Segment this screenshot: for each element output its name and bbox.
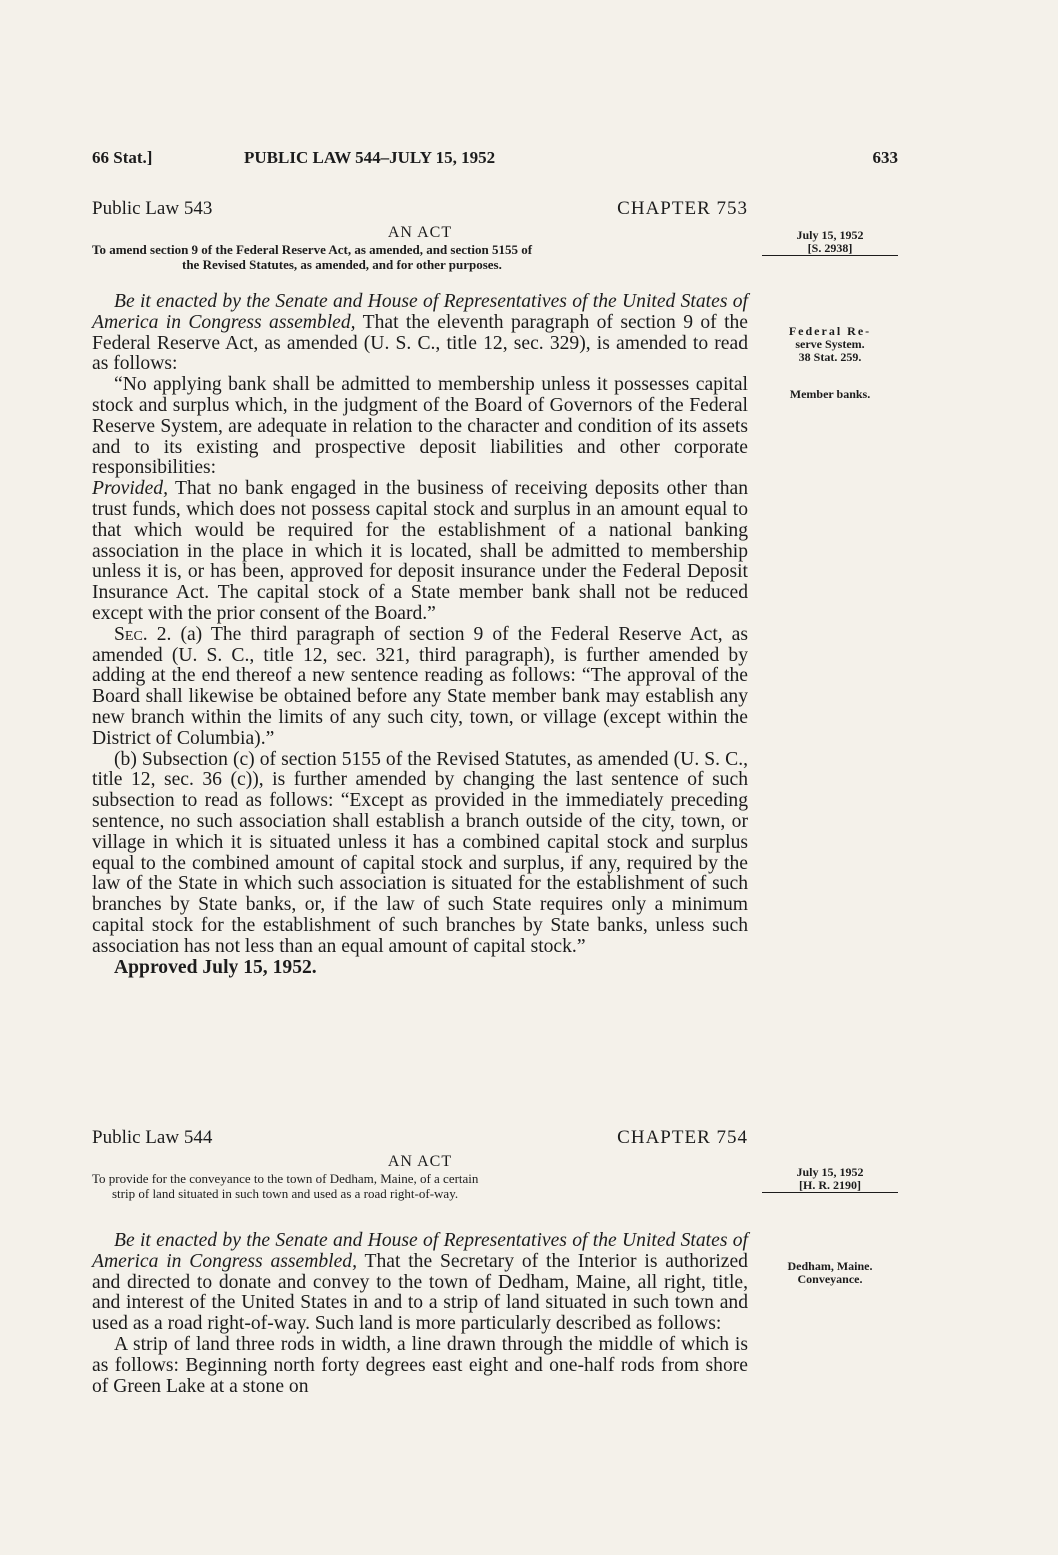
margin-topic-line-1: Federal Re- xyxy=(788,324,872,338)
section-label: Sec. 2. xyxy=(114,623,172,645)
section-2a xyxy=(92,625,748,750)
margin-bill: [H. R. 2190] xyxy=(799,1178,861,1192)
page-header xyxy=(92,148,898,172)
public-law-number: Public Law 543 xyxy=(92,198,213,219)
land-description: A strip of land three rods in width, a line drawn through the middle of which is as follows: Beginning north forty degrees east eight and one-half rods from shore of Green Lake at a stone on xyxy=(92,1333,748,1397)
law-heading xyxy=(92,198,748,222)
approval-line xyxy=(92,958,748,979)
margin-member-banks: Member banks. xyxy=(789,387,871,401)
law-543-section xyxy=(92,198,748,978)
purpose-line-2: strip of land situated in such town and used as a road right-of-way. xyxy=(112,1186,459,1201)
purpose-line-1: To provide for the conveyance to the town of Dedham, Maine, of a certain xyxy=(92,1171,479,1186)
margin-date-block-1 xyxy=(762,229,898,256)
margin-citation: 38 Stat. 259. xyxy=(798,350,862,364)
chapter-number: CHAPTER 754 xyxy=(617,1127,748,1148)
purpose-line-1: To amend section 9 of the Federal Reserve Act, as amended, and section 5155 of xyxy=(92,242,533,257)
provided-term: Provided, xyxy=(92,478,168,500)
quoted-text-1: “No applying bank shall be admitted to membership unless it possesses capital stock and surplus which, in the judgment of the Board of Governors of the Federal Reserve System, are adequate in relation to the character and condition of its assets and to its existing and prospective deposit liabilities and other corporate responsibilities: xyxy=(92,374,748,479)
margin-topic-line-1: Dedham, Maine. xyxy=(787,1259,873,1273)
an-act-heading: AN ACT xyxy=(387,224,453,241)
margin-bill: [S. 2938] xyxy=(807,241,853,255)
margin-date-block-2 xyxy=(762,1166,898,1193)
law-body xyxy=(92,1231,748,1397)
chapter-number: CHAPTER 753 xyxy=(617,198,748,219)
approved-date: Approved July 15, 1952. xyxy=(114,956,317,978)
margin-topic-2 xyxy=(762,1260,898,1286)
volume-citation: 66 Stat.] xyxy=(92,148,153,167)
enacting-clause: Be it enacted by the Senate and House of Representatives of the United States of America in Congress assembled, xyxy=(92,291,748,333)
margin-topic-1 xyxy=(762,325,898,364)
public-law-number: Public Law 544 xyxy=(92,1127,213,1148)
page-number: 633 xyxy=(872,148,898,167)
enacting-text: That the eleventh paragraph of section 9 of the Federal Reserve Act, as amended (U. S. C., title 12, sec. 329), is amended to read as follows: xyxy=(92,311,749,375)
law-544-section xyxy=(92,1127,748,1397)
quoted-paragraph xyxy=(92,375,748,625)
law-body xyxy=(92,292,748,978)
quoted-text-2: That no bank engaged in the business of receiving deposits other than trust funds, which does not possess capital stock and surplus in an amount equal to that which would be required for the establishment of a national banking association in the place in which it is located, shall be admitted to membership unless it is, or has been, approved for deposit insurance under the Federal Deposit Insurance Act. The capital stock of a State member bank shall not be reduced except with the prior consent of the Board.” xyxy=(92,478,749,624)
act-purpose xyxy=(92,1171,748,1201)
section-2a-text: (a) The third paragraph of section 9 of the Federal Reserve Act, as amended (U. S. C., title 12, sec. 321, third paragraph), is further amended by adding at the end thereof a new sentence reading as follows: “The approval of the Board shall likewise be obtained before any State member bank may establish any new branch within the limits of any such city, town, or village (except within the District of Columbia).” xyxy=(92,623,749,749)
enacting-paragraph xyxy=(92,292,748,375)
margin-date: July 15, 1952 xyxy=(796,228,864,242)
running-title: PUBLIC LAW 544–JULY 15, 1952 xyxy=(244,148,496,167)
section-2b xyxy=(92,750,748,958)
law-heading xyxy=(92,1127,748,1151)
enacting-text: That the Secretary of the Interior is authorized and directed to donate and convey to the town of Dedham, Maine, all right, title, and interest of the United States in and to a strip of land situated in such town and used as a road right-of-way. Such land is more particularly described as follows: xyxy=(92,1250,748,1335)
margin-topic-line-2: serve System. xyxy=(795,337,865,351)
enacting-paragraph xyxy=(92,1231,748,1335)
section-2b-text: (b) Subsection (c) of section 5155 of the Revised Statutes, as amended (U. S. C., title 12, sec. 36 (c)), is further amended by changing the last sentence of such subsection to read as follows: “Except as provided in the immediately preceding sentence, no such association shall establish a branch outside of the city, town, or village in which it is situated unless it has a combined capital stock and surplus equal to the combined amount of capital stock and surplus, if any, required by the law of the State in which such association is situated for the establishment of such branches by State banks, or, if the law of such State requires only a minimum capital stock for the establishment of such branches by State banks, unless such association has not less than an equal amount of capital stock.” xyxy=(92,748,748,957)
margin-topic-line-2: Conveyance. xyxy=(797,1272,863,1286)
purpose-line-2: the Revised Statutes, as amended, and for other purposes. xyxy=(182,257,502,272)
an-act-heading: AN ACT xyxy=(387,1153,453,1170)
act-purpose xyxy=(92,242,748,272)
margin-date: July 15, 1952 xyxy=(796,1165,864,1179)
enacting-clause: Be it enacted by the Senate and House of Representatives of the United States of America in Congress assembled, xyxy=(92,1230,748,1272)
